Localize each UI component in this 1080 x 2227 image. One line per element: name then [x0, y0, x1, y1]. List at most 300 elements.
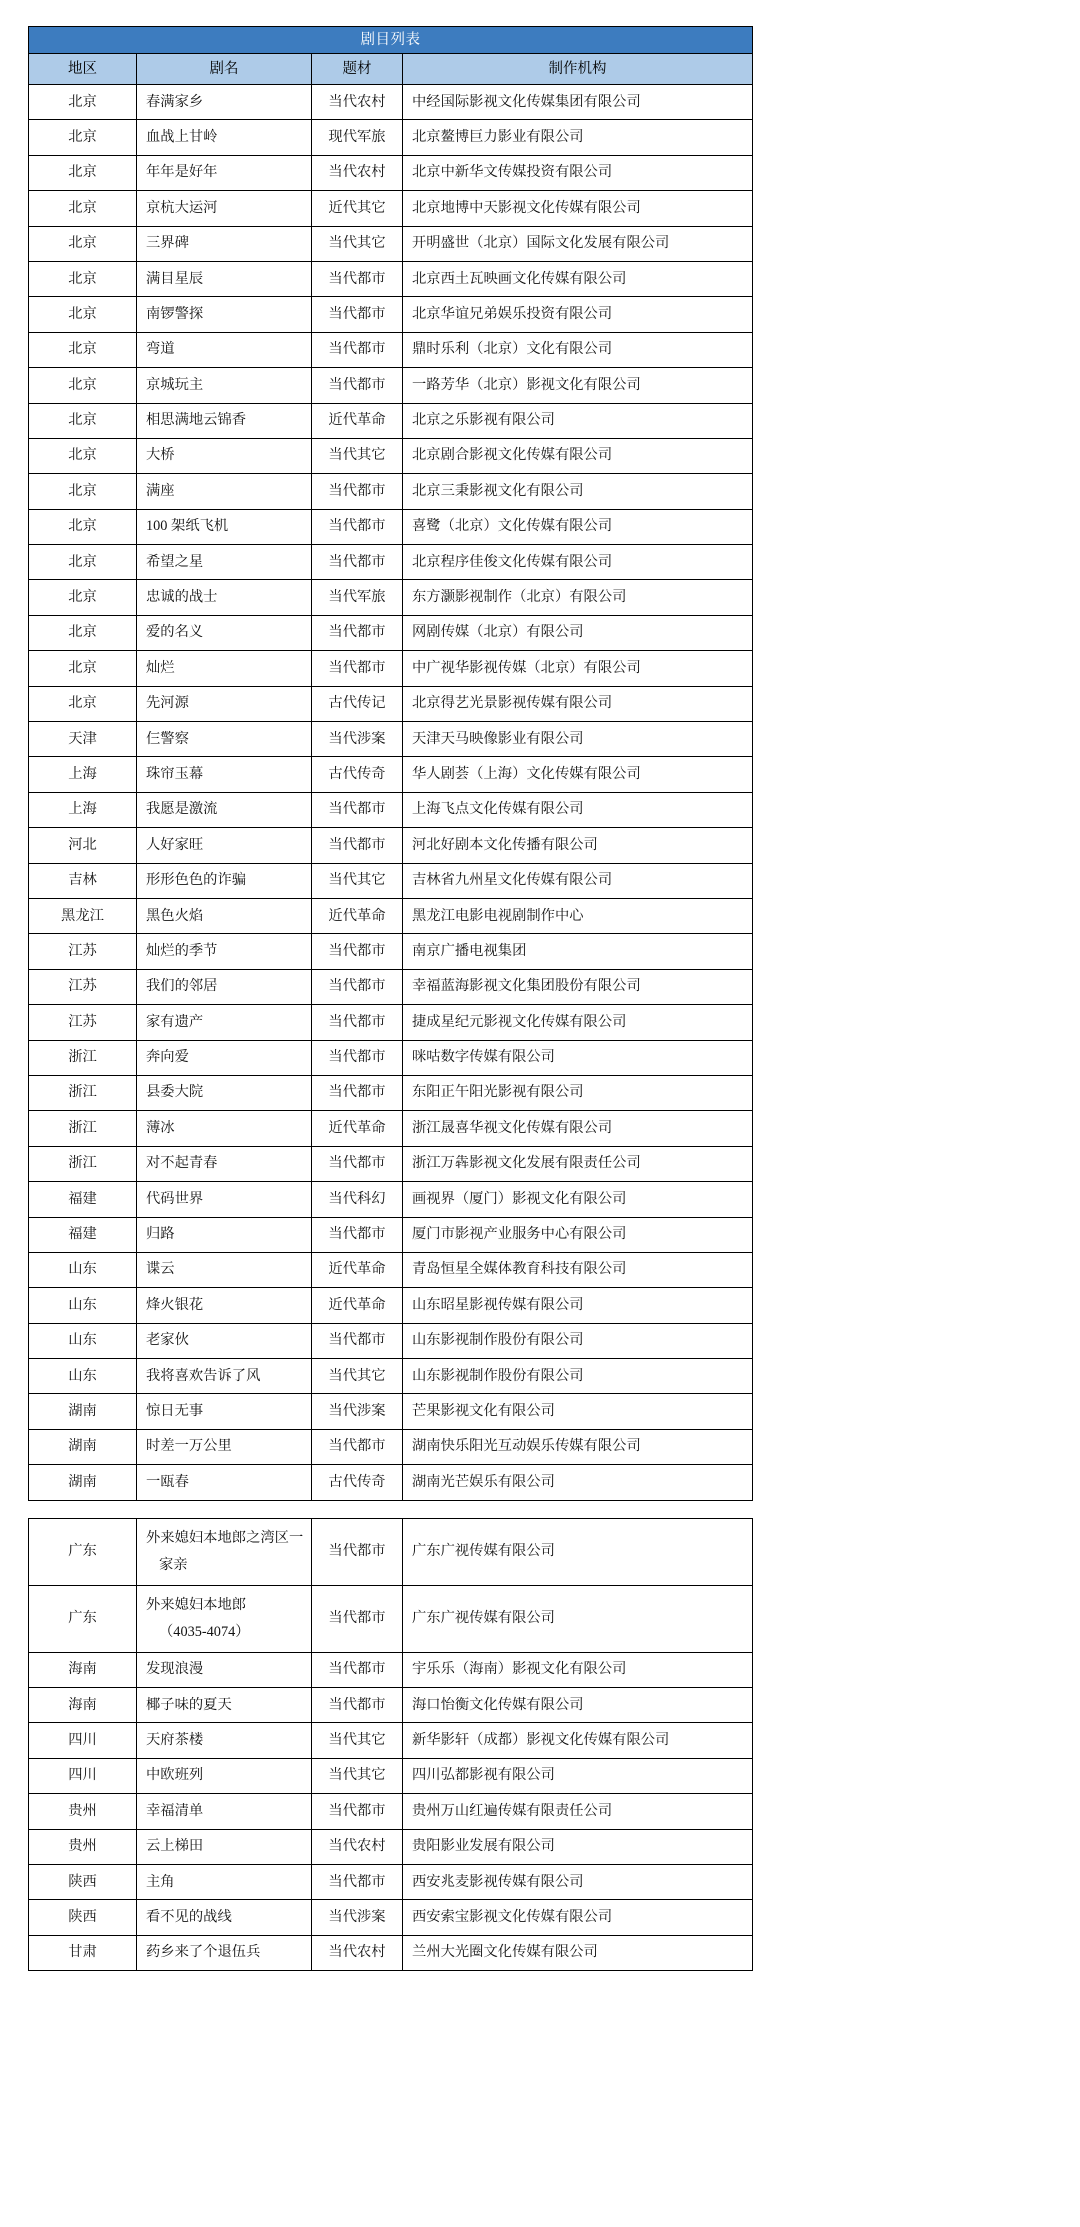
cell-region-text: 四川	[68, 1767, 97, 1784]
cell-genre	[312, 509, 403, 544]
table-row	[29, 686, 753, 721]
cell-region	[29, 969, 137, 1004]
table-block-separator	[28, 1501, 752, 1518]
cell-genre-text: 当代都市	[328, 305, 386, 322]
cell-title	[137, 120, 312, 155]
cell-title	[137, 1829, 312, 1864]
cell-genre	[312, 1935, 403, 1970]
cell-maker	[403, 1111, 753, 1146]
cell-maker	[403, 1217, 753, 1252]
table-row	[29, 1864, 753, 1899]
drama-table-block-2	[28, 1518, 753, 1972]
cell-genre-text: 当代科幻	[328, 1190, 386, 1207]
cell-title	[137, 686, 312, 721]
cell-title-text: 满座	[146, 482, 175, 499]
cell-title	[137, 1217, 312, 1252]
cell-title-text: 京杭大运河	[146, 199, 218, 216]
table-row	[29, 934, 753, 969]
cell-genre-text: 当代农村	[328, 93, 386, 110]
cell-region	[29, 898, 137, 933]
cell-region	[29, 368, 137, 403]
cell-region	[29, 1465, 137, 1500]
table-row	[29, 261, 753, 296]
cell-title	[137, 1111, 312, 1146]
cell-region	[29, 792, 137, 827]
column-header-maker-label: 制作机构	[548, 61, 607, 77]
cell-region-text: 北京	[68, 412, 97, 429]
cell-maker	[403, 1288, 753, 1323]
cell-region-text: 北京	[68, 341, 97, 358]
cell-title	[137, 1040, 312, 1075]
cell-region	[29, 1585, 137, 1652]
cell-maker	[403, 651, 753, 686]
cell-genre	[312, 1288, 403, 1323]
cell-region-text: 上海	[68, 801, 97, 818]
cell-title-text: 血战上甘岭	[146, 128, 218, 145]
table-row	[29, 828, 753, 863]
cell-maker	[403, 615, 753, 650]
cell-title-text: 京城玩主	[146, 376, 204, 393]
cell-title	[137, 438, 312, 473]
cell-maker-text: 中经国际影视文化传媒集团有限公司	[412, 93, 641, 110]
cell-genre	[312, 85, 403, 120]
cell-genre-text: 近代革命	[328, 1296, 386, 1313]
cell-maker	[403, 85, 753, 120]
cell-region	[29, 722, 137, 757]
cell-title-line-2: （4035-4074）	[159, 1623, 250, 1640]
table-row	[29, 1429, 753, 1464]
table-row	[29, 1585, 753, 1652]
cell-genre	[312, 1652, 403, 1687]
cell-maker	[403, 155, 753, 190]
cell-maker	[403, 934, 753, 969]
cell-title	[137, 969, 312, 1004]
banner-title: 剧目列表	[360, 32, 421, 48]
cell-title-text: 仨警察	[146, 730, 189, 747]
cell-region-text: 陕西	[68, 1873, 97, 1890]
cell-title-text: 形形色色的诈骗	[146, 872, 247, 889]
cell-title	[137, 1252, 312, 1287]
cell-title-text: 药乡来了个退伍兵	[146, 1944, 261, 1961]
cell-maker-text: 北京鳌博巨力影业有限公司	[412, 128, 584, 145]
cell-maker-text: 西安兆麦影视传媒有限公司	[412, 1873, 584, 1890]
cell-title	[137, 1864, 312, 1899]
cell-region	[29, 155, 137, 190]
cell-region	[29, 828, 137, 863]
cell-genre	[312, 1864, 403, 1899]
column-header-genre-label: 题材	[342, 61, 372, 77]
cell-genre	[312, 545, 403, 580]
cell-title-text: 先河源	[146, 695, 189, 712]
cell-genre-text: 当代都市	[328, 801, 386, 818]
cell-region-text: 北京	[68, 659, 97, 676]
cell-title-text: 弯道	[146, 341, 175, 358]
cell-maker-text: 浙江万犇影视文化发展有限责任公司	[412, 1155, 641, 1172]
cell-title	[137, 1723, 312, 1758]
table-row	[29, 1518, 753, 1585]
cell-region	[29, 261, 137, 296]
cell-title	[137, 863, 312, 898]
cell-genre	[312, 1005, 403, 1040]
cell-title	[137, 1075, 312, 1110]
cell-genre	[312, 474, 403, 509]
cell-maker-text: 山东影视制作股份有限公司	[412, 1332, 584, 1349]
cell-region-text: 陕西	[68, 1908, 97, 1925]
cell-region	[29, 1758, 137, 1793]
cell-region	[29, 863, 137, 898]
cell-maker	[403, 545, 753, 580]
cell-title	[137, 1359, 312, 1394]
cell-maker	[403, 1585, 753, 1652]
cell-title-text: 县委大院	[146, 1084, 204, 1101]
cell-title	[137, 580, 312, 615]
cell-genre-text: 近代革命	[328, 1119, 386, 1136]
table-row	[29, 545, 753, 580]
cell-maker-text: 北京程序佳俊文化传媒有限公司	[412, 553, 613, 570]
cell-genre-text: 古代传记	[328, 695, 386, 712]
cell-region	[29, 1040, 137, 1075]
cell-region-text: 海南	[68, 1696, 97, 1713]
table-row	[29, 1040, 753, 1075]
cell-genre	[312, 792, 403, 827]
cell-region-text: 天津	[68, 730, 97, 747]
cell-region-text: 北京	[68, 624, 97, 641]
cell-region-text: 山东	[68, 1367, 97, 1384]
table-row	[29, 1111, 753, 1146]
cell-maker	[403, 1323, 753, 1358]
cell-title-text: 春满家乡	[146, 93, 204, 110]
cell-genre	[312, 1429, 403, 1464]
cell-region-text: 北京	[68, 376, 97, 393]
cell-maker-text: 北京西土瓦映画文化传媒有限公司	[412, 270, 627, 287]
cell-maker	[403, 1075, 753, 1110]
cell-maker	[403, 898, 753, 933]
cell-title	[137, 1394, 312, 1429]
cell-maker-text: 海口怡衡文化传媒有限公司	[412, 1696, 584, 1713]
cell-genre-text: 当代其它	[328, 1367, 386, 1384]
cell-title	[137, 474, 312, 509]
cell-maker-text: 山东影视制作股份有限公司	[412, 1367, 584, 1384]
cell-genre-text: 当代农村	[328, 1838, 386, 1855]
cell-title	[137, 1005, 312, 1040]
cell-maker	[403, 403, 753, 438]
cell-title-text: 薄冰	[146, 1119, 175, 1136]
cell-title	[137, 155, 312, 190]
cell-genre	[312, 1723, 403, 1758]
cell-region	[29, 1359, 137, 1394]
cell-title-text: 中欧班列	[146, 1767, 204, 1784]
cell-title-text: 归路	[146, 1226, 175, 1243]
table-row	[29, 863, 753, 898]
cell-maker	[403, 120, 753, 155]
cell-region-text: 北京	[68, 482, 97, 499]
cell-genre-text: 古代传奇	[328, 765, 386, 782]
cell-title	[137, 1900, 312, 1935]
cell-region	[29, 1146, 137, 1181]
cell-genre-text: 当代都市	[328, 1696, 386, 1713]
cell-title-line-2: 家亲	[159, 1556, 188, 1573]
table-row	[29, 615, 753, 650]
cell-title-text: 100 架纸飞机	[146, 518, 229, 535]
cell-maker	[403, 332, 753, 367]
cell-region-text: 浙江	[68, 1084, 97, 1101]
cell-title-text: 珠帘玉幕	[146, 765, 204, 782]
cell-maker-text: 宇乐乐（海南）影视文化有限公司	[412, 1661, 627, 1678]
cell-title-line-1: 外来媳妇本地郎之湾区一	[146, 1530, 304, 1547]
cell-genre	[312, 226, 403, 261]
cell-genre-text: 当代都市	[328, 624, 386, 641]
cell-region	[29, 1794, 137, 1829]
cell-title	[137, 828, 312, 863]
cell-genre-text: 当代都市	[328, 942, 386, 959]
cell-genre	[312, 651, 403, 686]
cell-region	[29, 1323, 137, 1358]
column-header-title-label: 剧名	[209, 61, 239, 77]
cell-maker-text: 华人剧荟（上海）文化传媒有限公司	[412, 765, 641, 782]
table-row	[29, 474, 753, 509]
cell-region	[29, 651, 137, 686]
column-header-region-label: 地区	[68, 61, 97, 77]
column-header-region	[29, 54, 137, 85]
cell-region	[29, 1288, 137, 1323]
cell-genre	[312, 615, 403, 650]
cell-maker-text: 捷成星纪元影视文化传媒有限公司	[412, 1013, 627, 1030]
cell-title-text: 南锣警探	[146, 305, 204, 322]
cell-region-text: 浙江	[68, 1155, 97, 1172]
cell-genre	[312, 1829, 403, 1864]
cell-title	[137, 1288, 312, 1323]
cell-region-text: 北京	[68, 164, 97, 181]
cell-genre	[312, 332, 403, 367]
cell-maker	[403, 1182, 753, 1217]
cell-region-text: 黑龙江	[61, 907, 104, 924]
cell-genre-text: 当代都市	[328, 978, 386, 995]
cell-region	[29, 509, 137, 544]
cell-maker-text: 北京华谊兄弟娱乐投资有限公司	[412, 305, 613, 322]
table-row	[29, 1323, 753, 1358]
cell-title-text: 时差一万公里	[146, 1438, 232, 1455]
table-row	[29, 191, 753, 226]
cell-maker-text: 湖南快乐阳光互动娱乐传媒有限公司	[412, 1438, 641, 1455]
drama-table-body-2	[29, 1518, 753, 1971]
table-row	[29, 1935, 753, 1970]
cell-genre	[312, 1111, 403, 1146]
cell-genre-text: 当代都市	[328, 1084, 386, 1101]
cell-maker	[403, 1829, 753, 1864]
cell-genre-text: 当代都市	[328, 1226, 386, 1243]
cell-region	[29, 1864, 137, 1899]
cell-maker-text: 幸福蓝海影视文化集团股份有限公司	[412, 978, 641, 995]
table-row	[29, 438, 753, 473]
cell-title-text: 烽火银花	[146, 1296, 204, 1313]
cell-region-text: 上海	[68, 765, 97, 782]
table-row	[29, 792, 753, 827]
cell-title-text: 椰子味的夏天	[146, 1696, 232, 1713]
cell-genre	[312, 1359, 403, 1394]
cell-region	[29, 1182, 137, 1217]
cell-maker-text: 开明盛世（北京）国际文化发展有限公司	[412, 235, 670, 252]
cell-region-text: 北京	[68, 518, 97, 535]
cell-region	[29, 1429, 137, 1464]
cell-genre	[312, 1217, 403, 1252]
cell-genre-text: 当代都市	[328, 1661, 386, 1678]
cell-region-text: 山东	[68, 1261, 97, 1278]
table-row	[29, 1465, 753, 1500]
cell-region	[29, 1394, 137, 1429]
cell-maker-text: 鼎时乐利（北京）文化有限公司	[412, 341, 613, 358]
cell-region-text: 四川	[68, 1731, 97, 1748]
cell-region-text: 山东	[68, 1296, 97, 1313]
table-row	[29, 1252, 753, 1287]
cell-title-text: 对不起青春	[146, 1155, 218, 1172]
cell-maker-text: 东方灏影视制作（北京）有限公司	[412, 589, 627, 606]
cell-region-text: 北京	[68, 93, 97, 110]
cell-title-text: 灿烂	[146, 659, 175, 676]
cell-region-text: 湖南	[68, 1403, 97, 1419]
cell-genre-text: 当代都市	[328, 341, 386, 358]
cell-maker-text: 网剧传媒（北京）有限公司	[412, 624, 584, 641]
cell-title	[137, 1323, 312, 1358]
cell-maker-text: 中广视华影视传媒（北京）有限公司	[412, 659, 641, 676]
cell-genre-text: 当代都市	[328, 1802, 386, 1819]
cell-region-text: 海南	[68, 1661, 97, 1678]
banner-row	[29, 27, 753, 54]
table-row	[29, 297, 753, 332]
cell-genre	[312, 898, 403, 933]
cell-title	[137, 261, 312, 296]
cell-genre-text: 当代都市	[328, 1610, 386, 1627]
cell-genre-text: 当代其它	[328, 1767, 386, 1784]
column-header-title	[137, 54, 312, 85]
cell-title-text: 幸福清单	[146, 1802, 204, 1819]
cell-maker-text: 山东昭星影视传媒有限公司	[412, 1296, 584, 1313]
cell-maker-text: 黑龙江电影电视剧制作中心	[412, 907, 584, 924]
cell-maker-text: 上海飞点文化传媒有限公司	[412, 801, 584, 818]
cell-region-text: 江苏	[68, 942, 97, 959]
cell-maker-text: 贵州万山红遍传媒有限责任公司	[412, 1802, 613, 1819]
cell-maker-text: 北京地博中天影视文化传媒有限公司	[412, 199, 641, 216]
table-row	[29, 651, 753, 686]
cell-region-text: 北京	[68, 589, 97, 606]
cell-region	[29, 85, 137, 120]
table-row	[29, 155, 753, 190]
cell-genre-text: 当代都市	[328, 1543, 386, 1560]
table-row	[29, 969, 753, 1004]
cell-maker	[403, 474, 753, 509]
cell-maker-text: 四川弘都影视有限公司	[412, 1767, 555, 1784]
cell-genre-text: 当代都市	[328, 553, 386, 570]
table-row	[29, 1217, 753, 1252]
cell-genre	[312, 1900, 403, 1935]
cell-title	[137, 1429, 312, 1464]
cell-region	[29, 403, 137, 438]
cell-title	[137, 545, 312, 580]
cell-maker	[403, 969, 753, 1004]
cell-genre-text: 当代都市	[328, 1049, 386, 1066]
table-row	[29, 120, 753, 155]
cell-title-text: 奔向爱	[146, 1049, 189, 1066]
cell-region-text: 北京	[68, 695, 97, 712]
cell-genre	[312, 1252, 403, 1287]
cell-region	[29, 1935, 137, 1970]
cell-region-text: 贵州	[68, 1802, 97, 1819]
cell-maker-text: 东阳正午阳光影视有限公司	[412, 1084, 584, 1101]
cell-region	[29, 297, 137, 332]
cell-genre	[312, 438, 403, 473]
cell-maker	[403, 580, 753, 615]
cell-maker	[403, 368, 753, 403]
cell-genre	[312, 261, 403, 296]
cell-genre	[312, 1040, 403, 1075]
cell-title-text: 一瓯春	[146, 1473, 189, 1490]
table-row	[29, 403, 753, 438]
drama-table-block-1	[28, 26, 753, 1501]
cell-maker	[403, 1040, 753, 1075]
cell-maker-text: 北京得艺光景影视传媒有限公司	[412, 695, 613, 712]
table-row	[29, 226, 753, 261]
cell-maker-text: 喜鹭（北京）文化传媒有限公司	[412, 518, 613, 535]
header-row	[29, 54, 753, 85]
cell-region	[29, 474, 137, 509]
cell-genre	[312, 297, 403, 332]
table-row	[29, 1829, 753, 1864]
table-row	[29, 368, 753, 403]
cell-title-text: 灿烂的季节	[146, 942, 218, 959]
cell-genre	[312, 1794, 403, 1829]
table-row	[29, 580, 753, 615]
table-row	[29, 1075, 753, 1110]
cell-region-text: 北京	[68, 235, 97, 252]
cell-region	[29, 1829, 137, 1864]
cell-region	[29, 1900, 137, 1935]
cell-genre	[312, 1182, 403, 1217]
cell-title	[137, 615, 312, 650]
cell-maker-text: 广东广视传媒有限公司	[412, 1610, 555, 1627]
cell-genre-text: 当代都市	[328, 1438, 386, 1455]
cell-maker-text: 北京之乐影视有限公司	[412, 412, 555, 429]
cell-maker	[403, 1252, 753, 1287]
cell-title	[137, 1182, 312, 1217]
cell-maker	[403, 438, 753, 473]
cell-region	[29, 120, 137, 155]
cell-region	[29, 1723, 137, 1758]
cell-genre-text: 当代涉案	[328, 1403, 386, 1419]
cell-genre-text: 当代军旅	[328, 589, 386, 606]
cell-title-text: 天府茶楼	[146, 1731, 204, 1748]
cell-maker	[403, 191, 753, 226]
table-row	[29, 1146, 753, 1181]
cell-region-text: 福建	[68, 1226, 97, 1243]
cell-genre	[312, 368, 403, 403]
column-header-genre	[312, 54, 403, 85]
cell-title	[137, 1794, 312, 1829]
cell-title-text: 相思满地云锦香	[146, 412, 247, 429]
cell-title-text: 主角	[146, 1873, 175, 1890]
cell-genre-text: 当代涉案	[328, 1908, 386, 1925]
cell-title-text: 大桥	[146, 447, 175, 464]
cell-region	[29, 332, 137, 367]
cell-maker	[403, 1900, 753, 1935]
cell-maker	[403, 863, 753, 898]
cell-region-text: 北京	[68, 447, 97, 464]
cell-genre-text: 当代都市	[328, 270, 386, 287]
cell-maker	[403, 757, 753, 792]
cell-maker-text: 一路芳华（北京）影视文化有限公司	[412, 376, 641, 393]
cell-maker	[403, 1005, 753, 1040]
cell-title	[137, 1518, 312, 1585]
cell-title-text: 云上梯田	[146, 1838, 204, 1855]
cell-title	[137, 332, 312, 367]
